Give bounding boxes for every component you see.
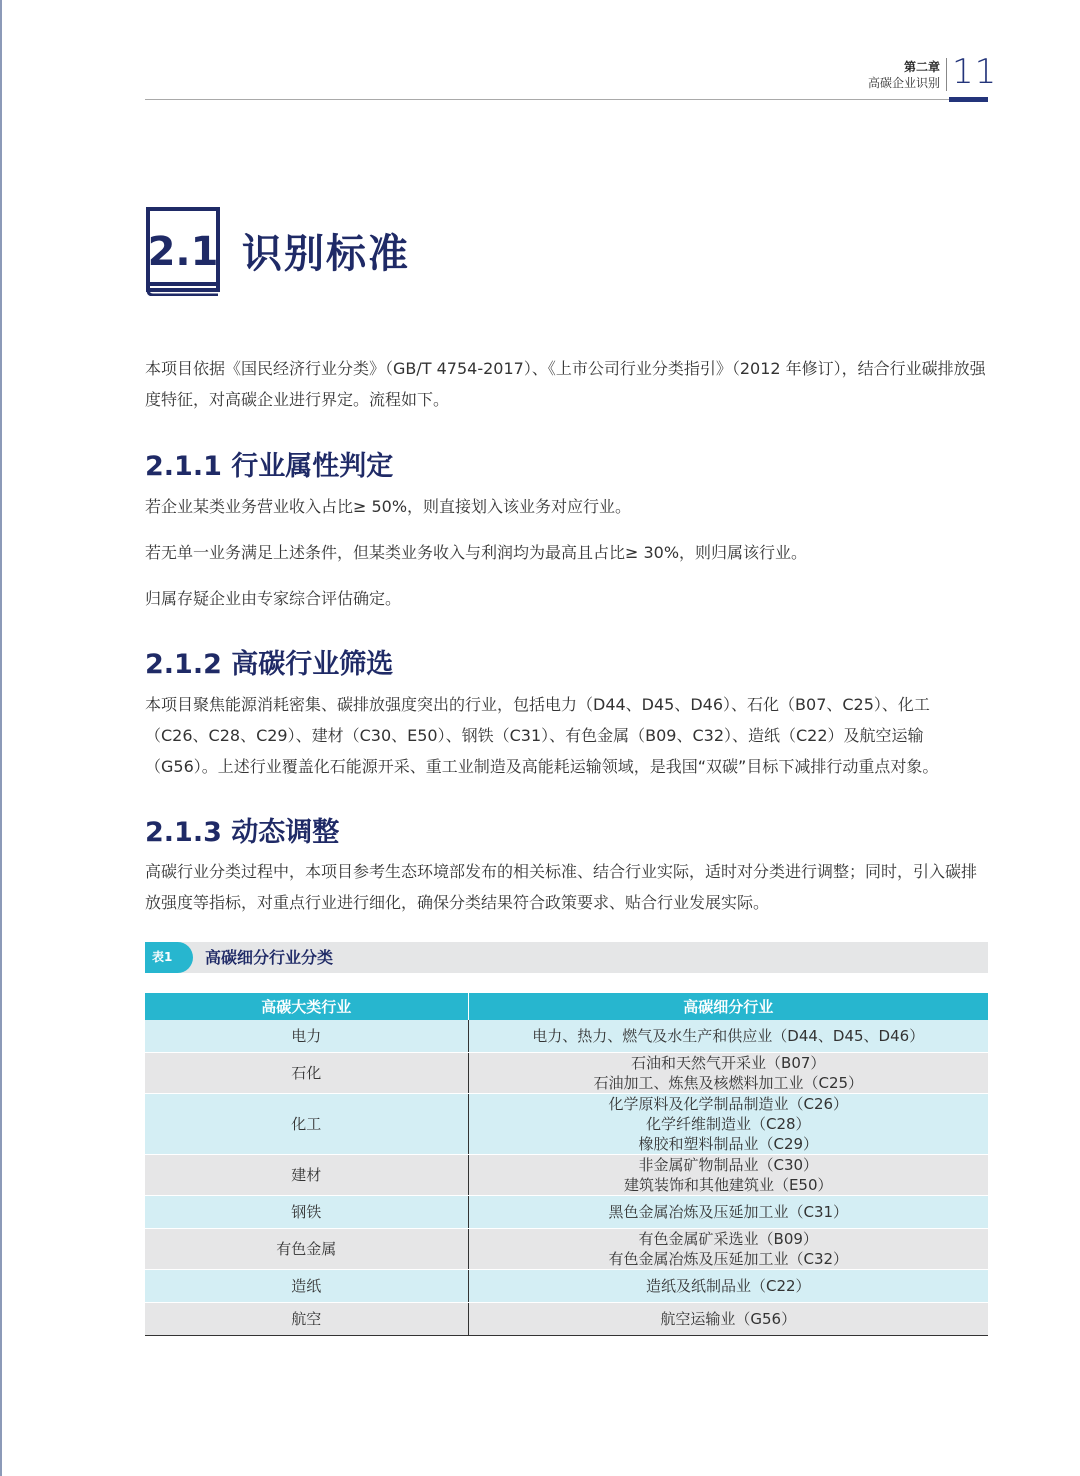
page-number: 11 [952, 52, 998, 92]
intro-paragraph: 本项目依据《国民经济行业分类》（GB/T 4754-2017）、《上市公司行业分类指引》（2012 年修订），结合行业碳排放强度特征，对高碳企业进行界定。流程如下。 [145, 359, 986, 409]
header-rule [145, 99, 988, 100]
industry-table [145, 993, 988, 1336]
category-cell: 航空 [145, 1302, 468, 1335]
paragraph: 高碳行业分类过程中，本项目参考生态环境部发布的相关标准、结合行业实际，适时对分类进行调整；同时，引入碳排放强度等指标，对重点行业进行细化，确保分类结果符合政策要求、贴合行业发展实际。 [145, 862, 978, 912]
subindustry-cell [468, 1020, 988, 1052]
subindustry-line: 化学纤维制造业（C28） [645, 1114, 811, 1133]
table-row [145, 1020, 988, 1052]
column-header: 高碳大类行业 [145, 993, 468, 1020]
subindustry-cell [468, 1093, 988, 1154]
section-badge-icon [145, 206, 221, 296]
subsection-title-2-1-2: 2.1.2 高碳行业筛选 [145, 649, 394, 680]
table-row [145, 1195, 988, 1228]
table-header-row [145, 993, 988, 1020]
table-row [145, 1228, 988, 1269]
subindustry-line: 化学原料及化学制品制造业（C26） [608, 1094, 849, 1113]
subindustry-cell [468, 1269, 988, 1302]
header-divider [946, 58, 947, 91]
table-row [145, 1154, 988, 1195]
subindustry-line: 橡胶和塑料制品业（C29） [638, 1134, 819, 1153]
subindustry-line: 石油加工、炼焦及核燃料加工业（C25） [593, 1073, 864, 1092]
subindustry-line: 电力、热力、燃气及水生产和供应业（D44、D45、D46） [532, 1026, 925, 1045]
paragraph: 归属存疑企业由专家综合评估确定。 [145, 589, 402, 608]
paragraph: 本项目聚焦能源消耗密集、碳排放强度突出的行业，包括电力（D44、D45、D46）、石化（B07、C25）、化工（C26、C28、C29）、建材（C30、E50）、钢铁（C31）、有色金属（B09、C32）、造纸（C22）及航空运输（G56）。上述行业覆盖化石能源开采、重工业制造及高能耗运输领域，是我国“双碳”目标下减排行动重点对象。 [145, 695, 939, 776]
category-cell: 化工 [145, 1093, 468, 1154]
category-cell: 电力 [145, 1020, 468, 1052]
chapter-name: 高碳企业识别 [867, 76, 940, 90]
subindustry-cell [468, 1052, 988, 1093]
category-cell: 有色金属 [145, 1228, 468, 1269]
header-accent-bar [949, 97, 988, 102]
subindustry-cell [468, 1228, 988, 1269]
table-row [145, 1052, 988, 1093]
category-cell: 钢铁 [145, 1195, 468, 1228]
subindustry-line: 建筑装饰和其他建筑业（E50） [623, 1175, 833, 1194]
table-caption: 高碳细分行业分类 [205, 948, 334, 967]
paragraph: 若无单一业务满足上述条件，但某类业务收入与利润均为最高且占比≥ 30%，则归属该行业。 [145, 543, 808, 562]
subsection-title-2-1-1: 2.1.1 行业属性判定 [145, 451, 394, 482]
table-row [145, 1269, 988, 1302]
subindustry-cell [468, 1195, 988, 1228]
subindustry-line: 造纸及纸制品业（C22） [645, 1276, 811, 1295]
table-tag: 表1 [145, 942, 193, 973]
category-cell: 建材 [145, 1154, 468, 1195]
column-header: 高碳细分行业 [468, 993, 988, 1020]
subindustry-cell [468, 1302, 988, 1335]
category-cell: 石化 [145, 1052, 468, 1093]
section-title: 识别标准 [242, 231, 410, 277]
category-cell: 造纸 [145, 1269, 468, 1302]
subindustry-line: 有色金属矿采选业（B09） [638, 1229, 818, 1248]
section-badge-number: 2.1 [147, 229, 219, 275]
subindustry-line: 黑色金属冶炼及压延加工业（C31） [608, 1202, 849, 1221]
subindustry-line: 非金属矿物制品业（C30） [638, 1155, 819, 1174]
table-row [145, 1093, 988, 1154]
subindustry-cell [468, 1154, 988, 1195]
subindustry-line: 石油和天然气开采业（B07） [631, 1053, 826, 1072]
subsection-title-2-1-3: 2.1.3 动态调整 [145, 817, 340, 848]
table-row [145, 1302, 988, 1335]
paragraph: 若企业某类业务营业收入占比≥ 50%，则直接划入该业务对应行业。 [145, 497, 632, 516]
subindustry-line: 航空运输业（G56） [660, 1309, 797, 1328]
subindustry-line: 有色金属冶炼及压延加工业（C32） [608, 1249, 849, 1268]
page-edge-rule [0, 0, 2, 1476]
chapter-number: 第二章 [903, 60, 940, 74]
